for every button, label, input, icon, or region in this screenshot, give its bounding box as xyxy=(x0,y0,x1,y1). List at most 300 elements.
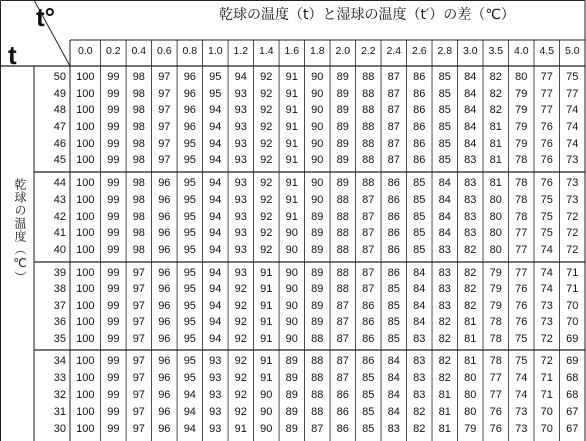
humidity-value-cell: 85 xyxy=(438,154,451,167)
humidity-value-cell: 88 xyxy=(336,227,349,240)
column-header: 1.6 xyxy=(284,45,300,57)
humidity-value-cell: 81 xyxy=(489,137,502,150)
humidity-value-cell: 92 xyxy=(260,177,273,189)
row-label-dry-bulb-temp: 45 xyxy=(53,154,66,167)
humidity-value-cell: 81 xyxy=(464,355,477,367)
humidity-value-cell: 91 xyxy=(260,299,273,312)
table-title: 乾球の温度（t）と湿球の温度（t′）の差（℃） xyxy=(219,7,515,23)
humidity-value-cell: 67 xyxy=(566,423,579,435)
humidity-value-cell: 83 xyxy=(413,332,426,345)
humidity-value-cell: 85 xyxy=(413,177,426,189)
humidity-value-cell: 76 xyxy=(489,406,502,418)
humidity-value-cell: 95 xyxy=(183,332,196,345)
humidity-value-cell: 88 xyxy=(336,193,349,206)
humidity-value-cell: 83 xyxy=(438,244,451,257)
humidity-value-cell: 86 xyxy=(387,193,400,206)
humidity-value-cell: 87 xyxy=(336,299,349,312)
humidity-value-cell: 70 xyxy=(566,316,579,329)
humidity-value-cell: 86 xyxy=(362,332,375,345)
row-label-dry-bulb-temp: 33 xyxy=(53,372,66,384)
humidity-value-cell: 71 xyxy=(540,372,553,384)
humidity-value-cell: 86 xyxy=(336,389,349,401)
humidity-value-cell: 79 xyxy=(515,137,528,150)
humidity-value-cell: 81 xyxy=(438,389,451,401)
humidity-value-cell: 73 xyxy=(566,193,579,206)
humidity-value-cell: 78 xyxy=(489,355,502,367)
humidity-value-cell: 82 xyxy=(464,283,477,296)
column-header: 2.8 xyxy=(437,45,453,57)
humidity-value-cell: 100 xyxy=(76,87,95,100)
humidity-value-cell: 85 xyxy=(438,87,451,100)
humidity-value-cell: 93 xyxy=(234,121,247,133)
humidity-value-cell: 83 xyxy=(464,210,477,223)
humidity-value-cell: 94 xyxy=(209,177,222,189)
humidity-value-cell: 84 xyxy=(464,137,477,150)
humidity-value-cell: 79 xyxy=(489,299,502,312)
humidity-value-cell: 86 xyxy=(387,227,400,240)
humidity-value-cell: 96 xyxy=(158,244,171,257)
humidity-value-cell: 95 xyxy=(183,210,196,223)
humidity-value-cell: 85 xyxy=(438,104,451,117)
humidity-value-cell: 98 xyxy=(132,177,145,189)
humidity-value-cell: 93 xyxy=(234,177,247,189)
humidity-value-cell: 71 xyxy=(566,267,579,279)
humidity-value-cell: 89 xyxy=(336,71,349,83)
humidity-value-cell: 85 xyxy=(438,137,451,150)
humidity-value-cell: 81 xyxy=(489,177,502,189)
humidity-value-cell: 74 xyxy=(515,389,528,401)
humidity-value-cell: 85 xyxy=(387,299,400,312)
humidity-value-cell: 72 xyxy=(540,355,553,367)
humidity-value-cell: 72 xyxy=(566,227,579,240)
humidity-value-cell: 91 xyxy=(285,71,298,83)
humidity-value-cell: 97 xyxy=(132,372,145,384)
humidity-value-cell: 95 xyxy=(183,299,196,312)
humidity-value-cell: 85 xyxy=(387,332,400,345)
humidity-value-cell: 97 xyxy=(132,423,145,435)
humidity-value-cell: 89 xyxy=(285,372,298,384)
humidity-value-cell: 91 xyxy=(285,177,298,189)
humidity-value-cell: 84 xyxy=(413,267,426,279)
humidity-value-cell: 95 xyxy=(183,267,196,279)
humidity-value-cell: 90 xyxy=(285,299,298,312)
humidity-value-cell: 74 xyxy=(566,121,579,133)
humidity-value-cell: 92 xyxy=(260,193,273,206)
humidity-value-cell: 83 xyxy=(387,423,400,435)
humidity-value-cell: 100 xyxy=(76,71,95,83)
humidity-value-cell: 85 xyxy=(387,316,400,329)
column-header: 1.0 xyxy=(208,45,223,57)
humidity-value-cell: 94 xyxy=(209,332,222,345)
humidity-value-cell: 99 xyxy=(107,244,120,257)
humidity-value-cell: 84 xyxy=(387,355,400,367)
corner-label-wet-bulb: t° xyxy=(36,2,56,32)
humidity-value-cell: 97 xyxy=(158,154,171,167)
humidity-value-cell: 93 xyxy=(209,423,222,435)
humidity-value-cell: 89 xyxy=(311,244,324,257)
humidity-value-cell: 74 xyxy=(540,283,553,296)
humidity-value-cell: 92 xyxy=(260,121,273,133)
humidity-value-cell: 89 xyxy=(311,316,324,329)
humidity-value-cell: 80 xyxy=(515,71,528,83)
column-header: 0.2 xyxy=(106,45,121,57)
humidity-value-cell: 93 xyxy=(209,355,222,367)
humidity-value-cell: 99 xyxy=(107,332,120,345)
humidity-value-cell: 83 xyxy=(464,177,477,189)
humidity-value-cell: 79 xyxy=(489,267,502,279)
humidity-value-cell: 86 xyxy=(413,104,426,117)
humidity-value-cell: 89 xyxy=(336,137,349,150)
humidity-value-cell: 86 xyxy=(362,316,375,329)
humidity-value-cell: 78 xyxy=(515,154,528,167)
humidity-value-cell: 72 xyxy=(540,332,553,345)
humidity-value-cell: 94 xyxy=(209,121,222,133)
humidity-value-cell: 75 xyxy=(540,227,553,240)
humidity-value-cell: 77 xyxy=(515,244,528,257)
humidity-value-cell: 74 xyxy=(540,267,553,279)
humidity-value-cell: 99 xyxy=(107,104,120,117)
humidity-value-cell: 80 xyxy=(464,406,477,418)
humidity-value-cell: 84 xyxy=(438,177,451,189)
humidity-value-cell: 70 xyxy=(540,406,553,418)
humidity-value-cell: 92 xyxy=(234,406,247,418)
humidity-value-cell: 93 xyxy=(234,87,247,100)
humidity-value-cell: 84 xyxy=(413,283,426,296)
humidity-value-cell: 76 xyxy=(515,283,528,296)
humidity-value-cell: 95 xyxy=(209,71,222,83)
humidity-value-cell: 97 xyxy=(132,316,145,329)
humidity-value-cell: 82 xyxy=(489,71,502,83)
humidity-value-cell: 90 xyxy=(311,154,324,167)
humidity-value-cell: 91 xyxy=(260,355,273,367)
humidity-value-cell: 100 xyxy=(76,389,95,401)
humidity-value-cell: 81 xyxy=(438,423,451,435)
row-label-dry-bulb-temp: 50 xyxy=(53,71,66,83)
humidity-value-cell: 74 xyxy=(566,137,579,150)
humidity-value-cell: 95 xyxy=(209,87,222,100)
humidity-value-cell: 88 xyxy=(362,154,375,167)
humidity-value-cell: 86 xyxy=(413,154,426,167)
humidity-value-cell: 82 xyxy=(438,372,451,384)
humidity-value-cell: 76 xyxy=(515,299,528,312)
column-header: 0.8 xyxy=(182,45,198,57)
humidity-value-cell: 96 xyxy=(183,87,196,100)
humidity-value-cell: 92 xyxy=(234,355,247,367)
humidity-value-cell: 93 xyxy=(234,154,247,167)
humidity-value-cell: 83 xyxy=(413,389,426,401)
humidity-value-cell: 96 xyxy=(158,177,171,189)
humidity-value-cell: 86 xyxy=(336,423,349,435)
humidity-value-cell: 87 xyxy=(362,227,375,240)
humidity-value-cell: 90 xyxy=(311,87,324,100)
humidity-value-cell: 70 xyxy=(566,299,579,312)
humidity-value-cell: 97 xyxy=(158,137,171,150)
humidity-value-cell: 99 xyxy=(107,154,120,167)
humidity-value-cell: 89 xyxy=(311,210,324,223)
humidity-value-cell: 79 xyxy=(515,121,528,133)
humidity-value-cell: 100 xyxy=(76,137,95,150)
humidity-value-cell: 99 xyxy=(107,177,120,189)
humidity-value-cell: 99 xyxy=(107,389,120,401)
humidity-value-cell: 92 xyxy=(260,87,273,100)
row-label-dry-bulb-temp: 36 xyxy=(53,316,66,329)
humidity-value-cell: 77 xyxy=(515,227,528,240)
humidity-value-cell: 95 xyxy=(183,244,196,257)
humidity-value-cell: 84 xyxy=(387,406,400,418)
humidity-value-cell: 87 xyxy=(387,121,400,133)
humidity-value-cell: 69 xyxy=(566,332,579,345)
humidity-value-cell: 77 xyxy=(540,71,553,83)
humidity-value-cell: 99 xyxy=(107,283,120,296)
humidity-value-cell: 83 xyxy=(413,355,426,367)
humidity-value-cell: 85 xyxy=(438,121,451,133)
humidity-value-cell: 95 xyxy=(183,227,196,240)
humidity-value-cell: 82 xyxy=(413,423,426,435)
humidity-value-cell: 90 xyxy=(260,406,273,418)
humidity-value-cell: 92 xyxy=(260,227,273,240)
humidity-value-cell: 91 xyxy=(285,137,298,150)
humidity-value-cell: 94 xyxy=(209,137,222,150)
humidity-value-cell: 73 xyxy=(540,299,553,312)
humidity-value-cell: 78 xyxy=(515,177,528,189)
column-header: 0.6 xyxy=(157,45,172,57)
humidity-value-cell: 97 xyxy=(132,355,145,367)
humidity-value-cell: 94 xyxy=(183,406,196,418)
humidity-value-cell: 90 xyxy=(311,104,324,117)
humidity-value-cell: 71 xyxy=(566,283,579,296)
humidity-value-cell: 93 xyxy=(234,227,247,240)
humidity-value-cell: 94 xyxy=(209,267,222,279)
humidity-value-cell: 87 xyxy=(311,423,324,435)
humidity-value-cell: 92 xyxy=(260,104,273,117)
humidity-value-cell: 73 xyxy=(540,316,553,329)
humidity-value-cell: 87 xyxy=(362,210,375,223)
humidity-value-cell: 83 xyxy=(413,372,426,384)
humidity-value-cell: 92 xyxy=(234,372,247,384)
humidity-value-cell: 87 xyxy=(387,71,400,83)
humidity-value-cell: 100 xyxy=(76,154,95,167)
humidity-value-cell: 100 xyxy=(76,210,95,223)
humidity-value-cell: 87 xyxy=(336,316,349,329)
row-label-dry-bulb-temp: 30 xyxy=(53,423,66,435)
humidity-value-cell: 96 xyxy=(158,267,171,279)
humidity-value-cell: 88 xyxy=(311,355,324,367)
row-label-dry-bulb-temp: 46 xyxy=(53,137,66,150)
humidity-value-cell: 92 xyxy=(260,210,273,223)
humidity-value-cell: 85 xyxy=(413,227,426,240)
humidity-value-cell: 86 xyxy=(413,121,426,133)
humidity-value-cell: 85 xyxy=(413,244,426,257)
humidity-value-cell: 86 xyxy=(387,177,400,189)
humidity-value-cell: 75 xyxy=(515,332,528,345)
humidity-value-cell: 68 xyxy=(566,372,579,384)
humidity-value-cell: 97 xyxy=(158,104,171,117)
humidity-value-cell: 96 xyxy=(183,71,196,83)
row-label-dry-bulb-temp: 49 xyxy=(53,87,66,100)
humidity-value-cell: 100 xyxy=(76,316,95,329)
humidity-value-cell: 81 xyxy=(464,332,477,345)
humidity-value-cell: 94 xyxy=(183,389,196,401)
column-header: 5.0 xyxy=(564,45,580,57)
humidity-value-cell: 95 xyxy=(183,316,196,329)
humidity-value-cell: 96 xyxy=(158,389,171,401)
humidity-value-cell: 97 xyxy=(158,121,171,133)
row-label-dry-bulb-temp: 44 xyxy=(53,177,66,189)
humidity-value-cell: 69 xyxy=(566,355,579,367)
humidity-value-cell: 91 xyxy=(234,423,247,435)
humidity-value-cell: 97 xyxy=(158,87,171,100)
humidity-value-cell: 91 xyxy=(285,104,298,117)
humidity-value-cell: 98 xyxy=(132,137,145,150)
humidity-value-cell: 96 xyxy=(158,193,171,206)
humidity-value-cell: 88 xyxy=(311,332,324,345)
humidity-value-cell: 88 xyxy=(362,137,375,150)
humidity-value-cell: 99 xyxy=(107,423,120,435)
humidity-value-cell: 74 xyxy=(540,244,553,257)
row-label-dry-bulb-temp: 39 xyxy=(53,267,66,279)
humidity-value-cell: 80 xyxy=(464,389,477,401)
humidity-value-cell: 78 xyxy=(489,332,502,345)
humidity-value-cell: 92 xyxy=(234,389,247,401)
humidity-value-cell: 91 xyxy=(260,283,273,296)
humidity-value-cell: 77 xyxy=(540,104,553,117)
humidity-value-cell: 80 xyxy=(464,372,477,384)
column-header: 2.4 xyxy=(386,45,402,57)
humidity-value-cell: 77 xyxy=(515,267,528,279)
humidity-value-cell: 89 xyxy=(311,299,324,312)
humidity-value-cell: 94 xyxy=(209,227,222,240)
humidity-value-cell: 82 xyxy=(438,316,451,329)
humidity-value-cell: 89 xyxy=(285,355,298,367)
humidity-value-cell: 84 xyxy=(438,210,451,223)
humidity-value-cell: 89 xyxy=(311,283,324,296)
humidity-value-cell: 87 xyxy=(336,332,349,345)
humidity-value-cell: 89 xyxy=(285,423,298,435)
humidity-value-cell: 74 xyxy=(566,104,579,117)
humidity-value-cell: 93 xyxy=(234,244,247,257)
humidity-value-cell: 90 xyxy=(260,389,273,401)
humidity-value-cell: 88 xyxy=(362,104,375,117)
humidity-value-cell: 79 xyxy=(464,423,477,435)
humidity-value-cell: 91 xyxy=(285,210,298,223)
column-header: 3.0 xyxy=(462,45,478,57)
humidity-value-cell: 87 xyxy=(336,355,349,367)
humidity-value-cell: 98 xyxy=(132,121,145,133)
humidity-value-cell: 81 xyxy=(464,316,477,329)
humidity-value-cell: 84 xyxy=(464,121,477,133)
humidity-value-cell: 87 xyxy=(362,193,375,206)
column-header: 1.2 xyxy=(233,45,249,57)
humidity-value-cell: 97 xyxy=(132,389,145,401)
row-label-dry-bulb-temp: 40 xyxy=(53,244,66,257)
humidity-value-cell: 82 xyxy=(413,406,426,418)
humidity-value-cell: 97 xyxy=(158,71,171,83)
humidity-value-cell: 90 xyxy=(311,137,324,150)
humidity-value-cell: 86 xyxy=(413,71,426,83)
humidity-value-cell: 96 xyxy=(158,316,171,329)
humidity-value-cell: 97 xyxy=(132,267,145,279)
humidity-value-cell: 76 xyxy=(540,137,553,150)
humidity-value-cell: 87 xyxy=(387,137,400,150)
humidity-value-cell: 96 xyxy=(158,423,171,435)
humidity-value-cell: 89 xyxy=(285,389,298,401)
humidity-value-cell: 98 xyxy=(132,193,145,206)
humidity-value-cell: 94 xyxy=(209,193,222,206)
humidity-value-cell: 100 xyxy=(76,299,95,312)
humidity-value-cell: 80 xyxy=(489,227,502,240)
humidity-value-cell: 77 xyxy=(489,372,502,384)
humidity-value-cell: 87 xyxy=(362,244,375,257)
column-header: 3.5 xyxy=(488,45,504,57)
humidity-value-cell: 95 xyxy=(183,193,196,206)
humidity-value-cell: 68 xyxy=(566,389,579,401)
humidity-value-cell: 89 xyxy=(285,406,298,418)
humidity-value-cell: 99 xyxy=(107,355,120,367)
humidity-value-cell: 99 xyxy=(107,71,120,83)
humidity-value-cell: 84 xyxy=(413,316,426,329)
humidity-value-cell: 94 xyxy=(209,210,222,223)
humidity-value-cell: 95 xyxy=(183,177,196,189)
humidity-value-cell: 79 xyxy=(489,283,502,296)
humidity-value-cell: 90 xyxy=(311,121,324,133)
humidity-value-cell: 99 xyxy=(107,316,120,329)
humidity-value-cell: 84 xyxy=(464,104,477,117)
humidity-value-cell: 86 xyxy=(362,355,375,367)
humidity-value-cell: 98 xyxy=(132,87,145,100)
humidity-value-cell: 95 xyxy=(183,137,196,150)
humidity-value-cell: 97 xyxy=(132,299,145,312)
humidity-value-cell: 97 xyxy=(132,332,145,345)
humidity-value-cell: 86 xyxy=(387,244,400,257)
humidity-value-cell: 88 xyxy=(362,87,375,100)
column-header: 4.5 xyxy=(539,45,555,57)
humidity-value-cell: 80 xyxy=(489,193,502,206)
humidity-value-cell: 75 xyxy=(515,355,528,367)
humidity-value-cell: 73 xyxy=(515,406,528,418)
humidity-value-cell: 98 xyxy=(132,244,145,257)
humidity-value-cell: 92 xyxy=(234,316,247,329)
humidity-value-cell: 96 xyxy=(158,332,171,345)
humidity-value-cell: 100 xyxy=(76,227,95,240)
humidity-value-cell: 91 xyxy=(260,267,273,279)
humidity-value-cell: 88 xyxy=(336,283,349,296)
humidity-value-cell: 92 xyxy=(260,244,273,257)
humidity-value-cell: 93 xyxy=(234,104,247,117)
column-header: 2.0 xyxy=(335,45,351,57)
humidity-value-cell: 97 xyxy=(132,406,145,418)
humidity-value-cell: 88 xyxy=(336,210,349,223)
humidity-value-cell: 95 xyxy=(183,154,196,167)
humidity-value-cell: 89 xyxy=(336,177,349,189)
humidity-value-cell: 100 xyxy=(76,104,95,117)
humidity-value-cell: 94 xyxy=(209,299,222,312)
humidity-value-cell: 95 xyxy=(183,283,196,296)
humidity-value-cell: 83 xyxy=(438,283,451,296)
humidity-value-cell: 83 xyxy=(464,227,477,240)
humidity-value-cell: 86 xyxy=(387,210,400,223)
humidity-value-cell: 91 xyxy=(285,87,298,100)
humidity-value-cell: 100 xyxy=(76,423,95,435)
humidity-value-cell: 92 xyxy=(234,283,247,296)
humidity-value-cell: 90 xyxy=(311,193,324,206)
humidity-value-cell: 88 xyxy=(362,121,375,133)
humidity-value-cell: 75 xyxy=(540,193,553,206)
humidity-value-cell: 82 xyxy=(464,244,477,257)
humidity-value-cell: 91 xyxy=(260,332,273,345)
humidity-value-cell: 73 xyxy=(566,154,579,167)
humidity-value-cell: 76 xyxy=(489,423,502,435)
humidity-value-cell: 88 xyxy=(362,177,375,189)
